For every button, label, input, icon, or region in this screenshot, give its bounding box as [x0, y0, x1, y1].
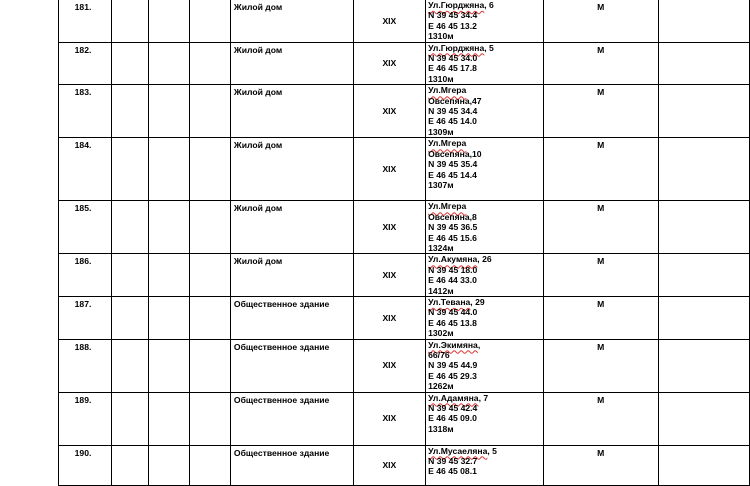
empty-cell — [112, 138, 149, 201]
address-line: 1412м — [428, 285, 454, 296]
empty-cell — [189, 296, 230, 339]
century-cell — [353, 201, 426, 254]
address-line: E 46 45 13.2 — [428, 20, 477, 31]
address-line: N 39 45 34.0 — [428, 53, 478, 64]
address-first-line — [428, 393, 543, 403]
object-type-cell — [230, 42, 353, 85]
empty-cell — [189, 201, 230, 254]
address-line: N 39 45 34.4 — [428, 106, 478, 117]
address-first-line — [428, 43, 543, 53]
empty-cell — [148, 201, 189, 254]
row-number: 188. — [74, 341, 92, 352]
address-line: 1310м — [428, 31, 454, 42]
empty-cell — [112, 42, 149, 85]
object-type: Жилой дом — [233, 2, 283, 12]
object-type-cell — [230, 392, 353, 445]
empty-cell — [148, 42, 189, 85]
object-type: Жилой дом — [233, 203, 283, 214]
table-row — [59, 339, 750, 392]
empty-cell — [658, 392, 749, 445]
empty-cell — [658, 0, 749, 42]
street-name: Ул.Тевана — [428, 296, 471, 307]
object-type-cell — [230, 339, 353, 392]
empty-cell — [189, 339, 230, 392]
address-first-line — [428, 85, 543, 95]
empty-cell — [148, 254, 189, 297]
empty-cell — [148, 0, 189, 42]
table-row — [59, 296, 750, 339]
address-line: E 46 44 33.0 — [428, 275, 477, 286]
address-line: N 39 45 36.5 — [428, 222, 478, 233]
table-row — [59, 42, 750, 85]
row-number-cell — [59, 254, 112, 297]
address-cell — [426, 296, 544, 339]
address-line: 1309м — [428, 126, 454, 137]
row-number-cell — [59, 42, 112, 85]
empty-cell — [658, 254, 749, 297]
house-number: , 29 — [470, 296, 485, 307]
category: M — [597, 2, 605, 12]
object-type-cell — [230, 201, 353, 254]
address-line: E 46 45 14.4 — [428, 169, 477, 180]
category-cell — [543, 296, 658, 339]
address-line: E 46 45 09.0 — [428, 413, 477, 424]
empty-cell — [148, 85, 189, 138]
row-number-cell — [59, 138, 112, 201]
empty-cell — [112, 0, 149, 42]
object-type: Общественное здание — [233, 341, 330, 352]
address-first-line — [428, 297, 543, 307]
row-number: 186. — [74, 256, 92, 267]
table-row — [59, 0, 750, 42]
street-name: Ул.Акумяна — [428, 254, 478, 265]
category: M — [597, 447, 605, 458]
category: M — [597, 140, 605, 151]
address-line: E 46 45 08.1 — [428, 466, 477, 477]
century: XIX — [382, 269, 397, 280]
row-number-cell — [59, 85, 112, 138]
house-number: , 26 — [477, 254, 492, 265]
empty-cell — [658, 296, 749, 339]
category-cell — [543, 392, 658, 445]
address-cell — [426, 254, 544, 297]
monuments-table — [58, 0, 750, 486]
empty-cell — [658, 138, 749, 201]
category-cell — [543, 445, 658, 485]
house-number: , 7 — [478, 392, 489, 403]
address-line: 1324м — [428, 242, 454, 253]
address-cell — [426, 42, 544, 85]
table-row — [59, 254, 750, 297]
empty-cell — [189, 85, 230, 138]
address-line: E 46 45 17.8 — [428, 63, 477, 74]
century: XIX — [382, 312, 397, 323]
table-row — [59, 138, 750, 201]
address-line: E 46 45 14.0 — [428, 116, 477, 127]
object-type-cell — [230, 296, 353, 339]
table-row — [59, 445, 750, 485]
address-first-line — [428, 0, 543, 10]
address-first-line — [428, 446, 543, 456]
address-line: N 39 45 18.0 — [428, 264, 478, 275]
address-first-line — [428, 254, 543, 264]
empty-cell — [658, 42, 749, 85]
row-number: 184. — [74, 140, 92, 151]
house-number: , 5 — [484, 42, 494, 53]
address-line: E 46 45 15.6 — [428, 232, 477, 243]
street-name: Ул.Адамяна — [428, 392, 479, 403]
address-line: 1310м — [428, 73, 454, 84]
empty-cell — [189, 42, 230, 85]
street-name: Ул.Мусаеляна — [428, 445, 488, 456]
category: M — [597, 298, 605, 309]
address-line: Овсепяна,47 — [428, 95, 482, 106]
century-cell — [353, 339, 426, 392]
empty-cell — [658, 85, 749, 138]
row-number-cell — [59, 201, 112, 254]
empty-cell — [189, 392, 230, 445]
century-cell — [353, 42, 426, 85]
house-number: , 5 — [487, 445, 497, 456]
address-cell — [426, 445, 544, 485]
row-number: 182. — [74, 44, 92, 55]
empty-cell — [148, 296, 189, 339]
row-number: 190. — [74, 447, 92, 458]
row-number-cell — [59, 0, 112, 42]
address-cell — [426, 339, 544, 392]
object-type: Общественное здание — [233, 298, 330, 309]
empty-cell — [189, 138, 230, 201]
row-number: 183. — [74, 87, 92, 98]
century: XIX — [382, 222, 397, 233]
empty-cell — [148, 138, 189, 201]
table-row — [59, 392, 750, 445]
row-number-cell — [59, 392, 112, 445]
address-cell — [426, 85, 544, 138]
object-type-cell — [230, 138, 353, 201]
category: M — [597, 256, 605, 267]
object-type: Жилой дом — [233, 256, 283, 267]
address-line: N 39 45 44.0 — [428, 307, 478, 318]
empty-cell — [189, 0, 230, 42]
empty-cell — [658, 201, 749, 254]
object-type: Жилой дом — [233, 140, 283, 151]
century-cell — [353, 254, 426, 297]
category-cell — [543, 0, 658, 42]
empty-cell — [189, 254, 230, 297]
row-number: 187. — [74, 298, 92, 309]
category: M — [597, 203, 605, 214]
empty-cell — [658, 445, 749, 485]
house-number: , 6 — [484, 0, 494, 10]
address-cell — [426, 138, 544, 201]
address-line: E 46 45 29.3 — [428, 370, 477, 381]
empty-cell — [112, 392, 149, 445]
empty-cell — [112, 445, 149, 485]
century-cell — [353, 392, 426, 445]
table-row — [59, 201, 750, 254]
category-cell — [543, 85, 658, 138]
object-type-cell — [230, 85, 353, 138]
address-line: N 39 45 34.4 — [428, 10, 478, 21]
address-cell — [426, 392, 544, 445]
house-number: , — [477, 339, 481, 350]
century-cell — [353, 85, 426, 138]
category-cell — [543, 254, 658, 297]
empty-cell — [112, 201, 149, 254]
address-line: E 46 45 13.8 — [428, 317, 477, 328]
object-type: Жилой дом — [233, 87, 283, 98]
century: XIX — [382, 459, 397, 470]
empty-cell — [112, 85, 149, 138]
address-first-line — [428, 340, 543, 350]
address-line: 1318м — [428, 423, 454, 434]
row-number-cell — [59, 339, 112, 392]
century: XIX — [382, 164, 397, 175]
century: XIX — [382, 15, 397, 26]
address-line: Овсепяна,10 — [428, 148, 482, 159]
category-cell — [543, 339, 658, 392]
address-line: N 39 45 35.4 — [428, 159, 478, 170]
century-cell — [353, 445, 426, 485]
address-cell — [426, 201, 544, 254]
address-line: 1262м — [428, 381, 454, 392]
row-number: 185. — [74, 203, 92, 214]
address-line: 66/76 — [428, 349, 450, 360]
row-number: 189. — [74, 394, 92, 405]
century: XIX — [382, 360, 397, 371]
street-name: Ул.Гюрджяна — [428, 0, 485, 10]
address-first-line — [428, 138, 543, 148]
empty-cell — [189, 445, 230, 485]
street-name: Ул.Мгера — [428, 201, 467, 212]
object-type-cell — [230, 445, 353, 485]
object-type-cell — [230, 0, 353, 42]
category: M — [597, 341, 605, 352]
address-line: 1307м — [428, 179, 454, 190]
century-cell — [353, 296, 426, 339]
empty-cell — [112, 339, 149, 392]
empty-cell — [148, 339, 189, 392]
table-row — [59, 85, 750, 138]
empty-cell — [112, 254, 149, 297]
category: M — [597, 44, 605, 55]
address-line: N 39 45 42.4 — [428, 403, 478, 413]
address-cell — [426, 0, 544, 42]
row-number-cell — [59, 296, 112, 339]
object-type: Общественное здание — [233, 394, 330, 405]
address-line: 1302м — [428, 328, 454, 339]
category: M — [597, 394, 605, 405]
category-cell — [543, 42, 658, 85]
row-number: 181. — [74, 2, 92, 12]
object-type: Жилой дом — [233, 44, 283, 55]
street-name: Ул.Экимяна — [428, 339, 478, 350]
century-cell — [353, 0, 426, 42]
category-cell — [543, 138, 658, 201]
street-name: Ул.Гюрджяна — [428, 42, 485, 53]
object-type: Общественное здание — [233, 447, 330, 458]
empty-cell — [148, 445, 189, 485]
address-line: N 39 45 44.9 — [428, 360, 478, 371]
category-cell — [543, 201, 658, 254]
empty-cell — [148, 392, 189, 445]
street-name: Ул.Мгера — [428, 85, 467, 96]
century: XIX — [382, 413, 397, 424]
century: XIX — [382, 58, 397, 69]
century: XIX — [382, 106, 397, 117]
empty-cell — [658, 339, 749, 392]
row-number-cell — [59, 445, 112, 485]
century-cell — [353, 138, 426, 201]
address-line: N 39 45 32.7 — [428, 456, 478, 466]
street-name: Ул.Мгера — [428, 138, 467, 149]
category: M — [597, 87, 605, 98]
empty-cell — [112, 296, 149, 339]
object-type-cell — [230, 254, 353, 297]
address-line: Овсепяна,8 — [428, 211, 477, 222]
address-first-line — [428, 201, 543, 211]
